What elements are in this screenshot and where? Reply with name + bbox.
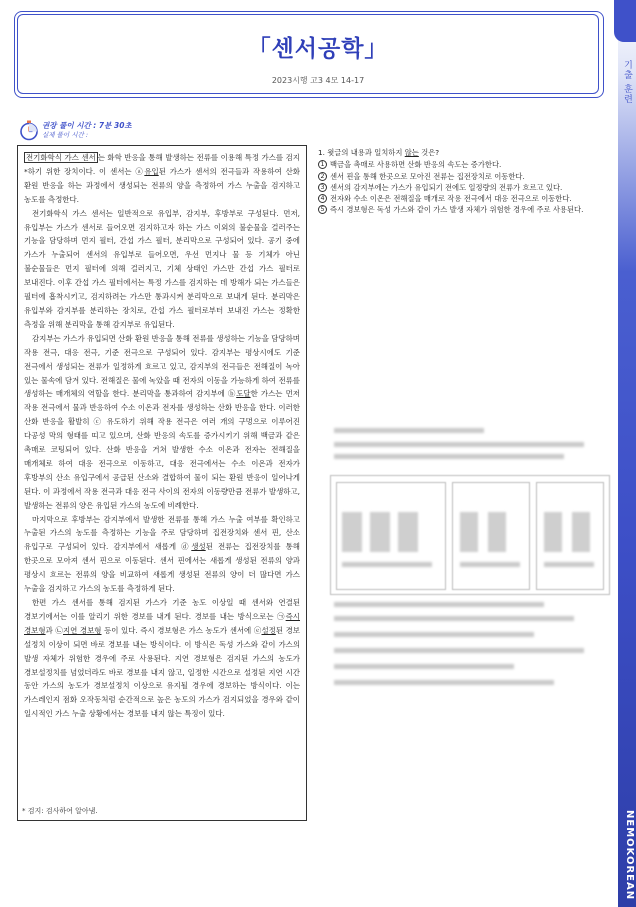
recommended-time: 권장 풀이 시간 : 7분 30초 bbox=[42, 121, 132, 130]
underlined-word: 지연 경보형 bbox=[62, 625, 102, 635]
question-1 bbox=[318, 147, 610, 216]
obscured-text-line bbox=[334, 680, 554, 685]
choice-text: 전자와 수소 이온은 전해질을 매개로 작용 전극에서 대응 전극으로 이동한다. bbox=[330, 194, 572, 204]
obscured-diagram-cell bbox=[572, 512, 590, 552]
underlined-word: 설정 bbox=[261, 625, 276, 635]
page-title: 「센서공학」 bbox=[247, 36, 389, 62]
obscured-text-line bbox=[460, 562, 520, 567]
passage-paragraph: 마지막으로 후방부는 감지부에서 발생한 전류를 통해 가스 누출 여부를 확인하고 누출된 가스의 농도를 측정하는 기능을 주로 담당하며 집전장치와 센서 핀, 산소 유입구로 구성되어 있다. 감지부에서 새롭게 ⓓ생성된 전류는 집전장치를 통해 한곳으로 모아져 센서 핀으로 이동된다. 센서 핀에서는 새롭게 생성된 전류의 양과 평상시 흐르는 전류의 양을 비교하여 새롭게 생성된 전류의 양이 더 많다면 가스 누출을 검지하고 가스의 농도를 측정하게 된다. bbox=[24, 514, 300, 594]
underlined-word: 유입 bbox=[144, 166, 159, 176]
question-stem: 1. 윗글의 내용과 일치하지 않는 것은? bbox=[318, 148, 440, 157]
underlined-word: 생성 bbox=[191, 542, 206, 552]
obscured-diagram-cell bbox=[544, 512, 562, 552]
passage-paragraph: 전기화학식 가스 센서 는 화학 반응을 통해 발생하는 전류를 이용해 특정 가스를 검지*하기 위한 장치이다. 이 센서는 ⓐ유입된 가스가 센서의 전극들과 작용하여 산화 환원 반응을 하는 과정에서 생성되는 전류의 양을 측정하여 가스 누출을 검지하고 농도를 측정한다. bbox=[24, 153, 300, 204]
obscured-text-line bbox=[334, 648, 584, 653]
choice-3[interactable] bbox=[318, 182, 610, 193]
choice-5[interactable] bbox=[318, 204, 610, 215]
footnote: * 검지: 검사하여 알아냄. bbox=[22, 807, 98, 815]
obscured-text-line bbox=[334, 442, 584, 447]
choice-1[interactable] bbox=[318, 159, 610, 170]
obscured-text-line bbox=[544, 562, 594, 567]
choice-4[interactable] bbox=[318, 193, 610, 204]
obscured-question-area bbox=[330, 420, 620, 700]
choice-number: 4 bbox=[318, 194, 327, 203]
choice-text: 즉시 경보형은 독성 가스와 같이 가스 발생 자체가 위험한 경우에 주로 사용된다. bbox=[330, 205, 584, 215]
side-bar bbox=[618, 0, 636, 907]
choice-2[interactable] bbox=[318, 171, 610, 182]
choice-text: 센서 핀을 통해 한곳으로 모아진 전류는 집전장치로 이동한다. bbox=[330, 171, 525, 181]
obscured-diagram-cell bbox=[370, 512, 390, 552]
choice-text: 센서의 감지부에는 가스가 유입되기 전에도 일정량의 전류가 흐르고 있다. bbox=[330, 182, 563, 192]
actual-time: 실제 풀이 시간 : bbox=[42, 131, 89, 139]
boxed-term: 전기화학식 가스 센서 bbox=[26, 153, 96, 162]
choice-number: 5 bbox=[318, 205, 327, 214]
passage-paragraph: 감지부는 가스가 유입되면 산화 환원 반응을 통해 전류를 생성하는 기능을 담당하며 작용 전극, 대응 전극, 기준 전극으로 구성되어 있다. 감지부는 평상시에도 기준 전극에서 생성되는 전류가 일정하게 흐르고 있고, 감지부의 전극들은 전해질이 녹아 있는 물속에 담겨 있다. 전해질은 물에 녹았을 때 전자의 이동을 가능하게 하여 전류를 생성하는 매개체의 역할을 한다. 분리막을 통과하여 감지부에 ⓑ도달한 가스는 먼저 작용 전극에서 물과 반응하여 수소 이온과 전자를 생성하는 산화 반응을 한다. 이러한 산화 반응을 활발히 ⓒ 유도하기 위해 작용 전극은 여러 개의 구멍으로 이루어진 다공성 막의 형태를 띠고 있으며, 산화 반응의 속도를 증가시키기 위해 백금과 같은 촉매로 코팅되어 있다. 산화 반응을 거쳐 발생한 수소 이온과 전자는 전해질을 매개체로 하여 대응 전극으로 이동하고, 대응 전극에서는 수소 이온과 전자가 후방부의 산소 유입구에서 공급된 산소와 결합하여 물이 되는 환원 반응이 일어나게 된다. 이 과정에서 작용 전극과 대응 전극 사이의 전자의 이동량만큼 전류가 발생하고, 발생하는 전류의 양은 유입된 가스의 농도에 비례한다. bbox=[24, 333, 300, 510]
reading-passage bbox=[17, 145, 307, 821]
choice-number: 3 bbox=[318, 183, 327, 192]
underlined-word: 즉시 경보형 bbox=[24, 611, 300, 635]
page-subtitle: 2023시행 고3 4모 14-17 bbox=[271, 76, 365, 85]
obscured-diagram-cell bbox=[342, 512, 362, 552]
brand-label: NEMOKOREAN bbox=[624, 810, 635, 901]
obscured-text-line bbox=[334, 664, 514, 669]
obscured-diagram-cell bbox=[488, 512, 506, 552]
choice-number: 2 bbox=[318, 172, 327, 181]
obscured-text-line bbox=[334, 454, 564, 459]
obscured-diagram-cell bbox=[398, 512, 418, 552]
choice-text: 백금을 촉매로 사용하면 산화 반응의 속도는 증가한다. bbox=[330, 160, 502, 170]
side-label: 기출 훈련 bbox=[622, 60, 632, 104]
obscured-text-line bbox=[334, 632, 534, 637]
obscured-diagram-cell bbox=[460, 512, 478, 552]
stopwatch-icon bbox=[18, 119, 40, 141]
obscured-text-line bbox=[334, 428, 484, 433]
passage-paragraph: 전기화학식 가스 센서는 일반적으로 유입부, 감지부, 후방부로 구성된다. 먼저, 유입부는 가스가 센서로 들어오면 검지하고자 하는 가스 이외의 불순물을 걸러주는 기능을 담당하며 먼지 필터, 간섭 가스 필터, 분리막으로 구성되어 있다. 공기 중에 가스가 누출되어 센서의 유입부로 들어오면, 우선 먼지나 물 등 기체가 아닌 불순물들은 먼지 필터에 의해 걸러지고, 기체 상태인 가스만 간섭 가스 필터로 보내진다. 이후 간섭 가스 필터에서는 특정 가스를 검지하는 데 방해가 되는 가스들은 필터에 흡착시키고, 검지하려는 가스만 통과시켜 분리막으로 보내게 된다. 분리막은 유입부와 감지부를 분리하는 장치로, 간섭 가스 필터로부터 보내진 가스는 정확한 측정을 위해 분리막을 통해 감지부로 유입된다. bbox=[24, 208, 300, 329]
underlined-word: 도달 bbox=[236, 389, 251, 399]
obscured-text-line bbox=[334, 602, 544, 607]
choice-number: 1 bbox=[318, 160, 327, 169]
obscured-text-line bbox=[342, 562, 432, 567]
passage-paragraph: 한편 가스 센서를 통해 검지된 가스가 기준 농도 이상일 때 센서와 연결된 경보기에서는 이를 알리기 위한 경보를 내게 된다. 경보를 내는 방식으로는 ㉠즉시 경보형과 ㉡지연 경보형 등이 있다. 즉시 경보형은 가스 농도가 센서에 ⓔ설정된 경보 설정치 이상이 되면 바로 경보를 내는 방식이다. 이 방식은 독성 가스와 같이 가스의 발생 자체가 위험한 경우에 주로 사용된다. 지연 경보형은 검지된 가스의 농도가 경보설정치를 넘었더라도 바로 경보를 내지 않고, 일정한 시간으로 설정된 지연 시간 동안 가스의 농도가 경보설정치 이상으로 유지될 경우에 경보하는 방식이다. 이는 가스레인지 점화 오작동처럼 순간적으로 높은 농도의 가스가 검지되었을 경우와 같이 일시적인 가스 누출 상황에서는 경보를 내지 않는 특징이 있다. bbox=[24, 598, 300, 719]
obscured-text-line bbox=[334, 616, 574, 621]
